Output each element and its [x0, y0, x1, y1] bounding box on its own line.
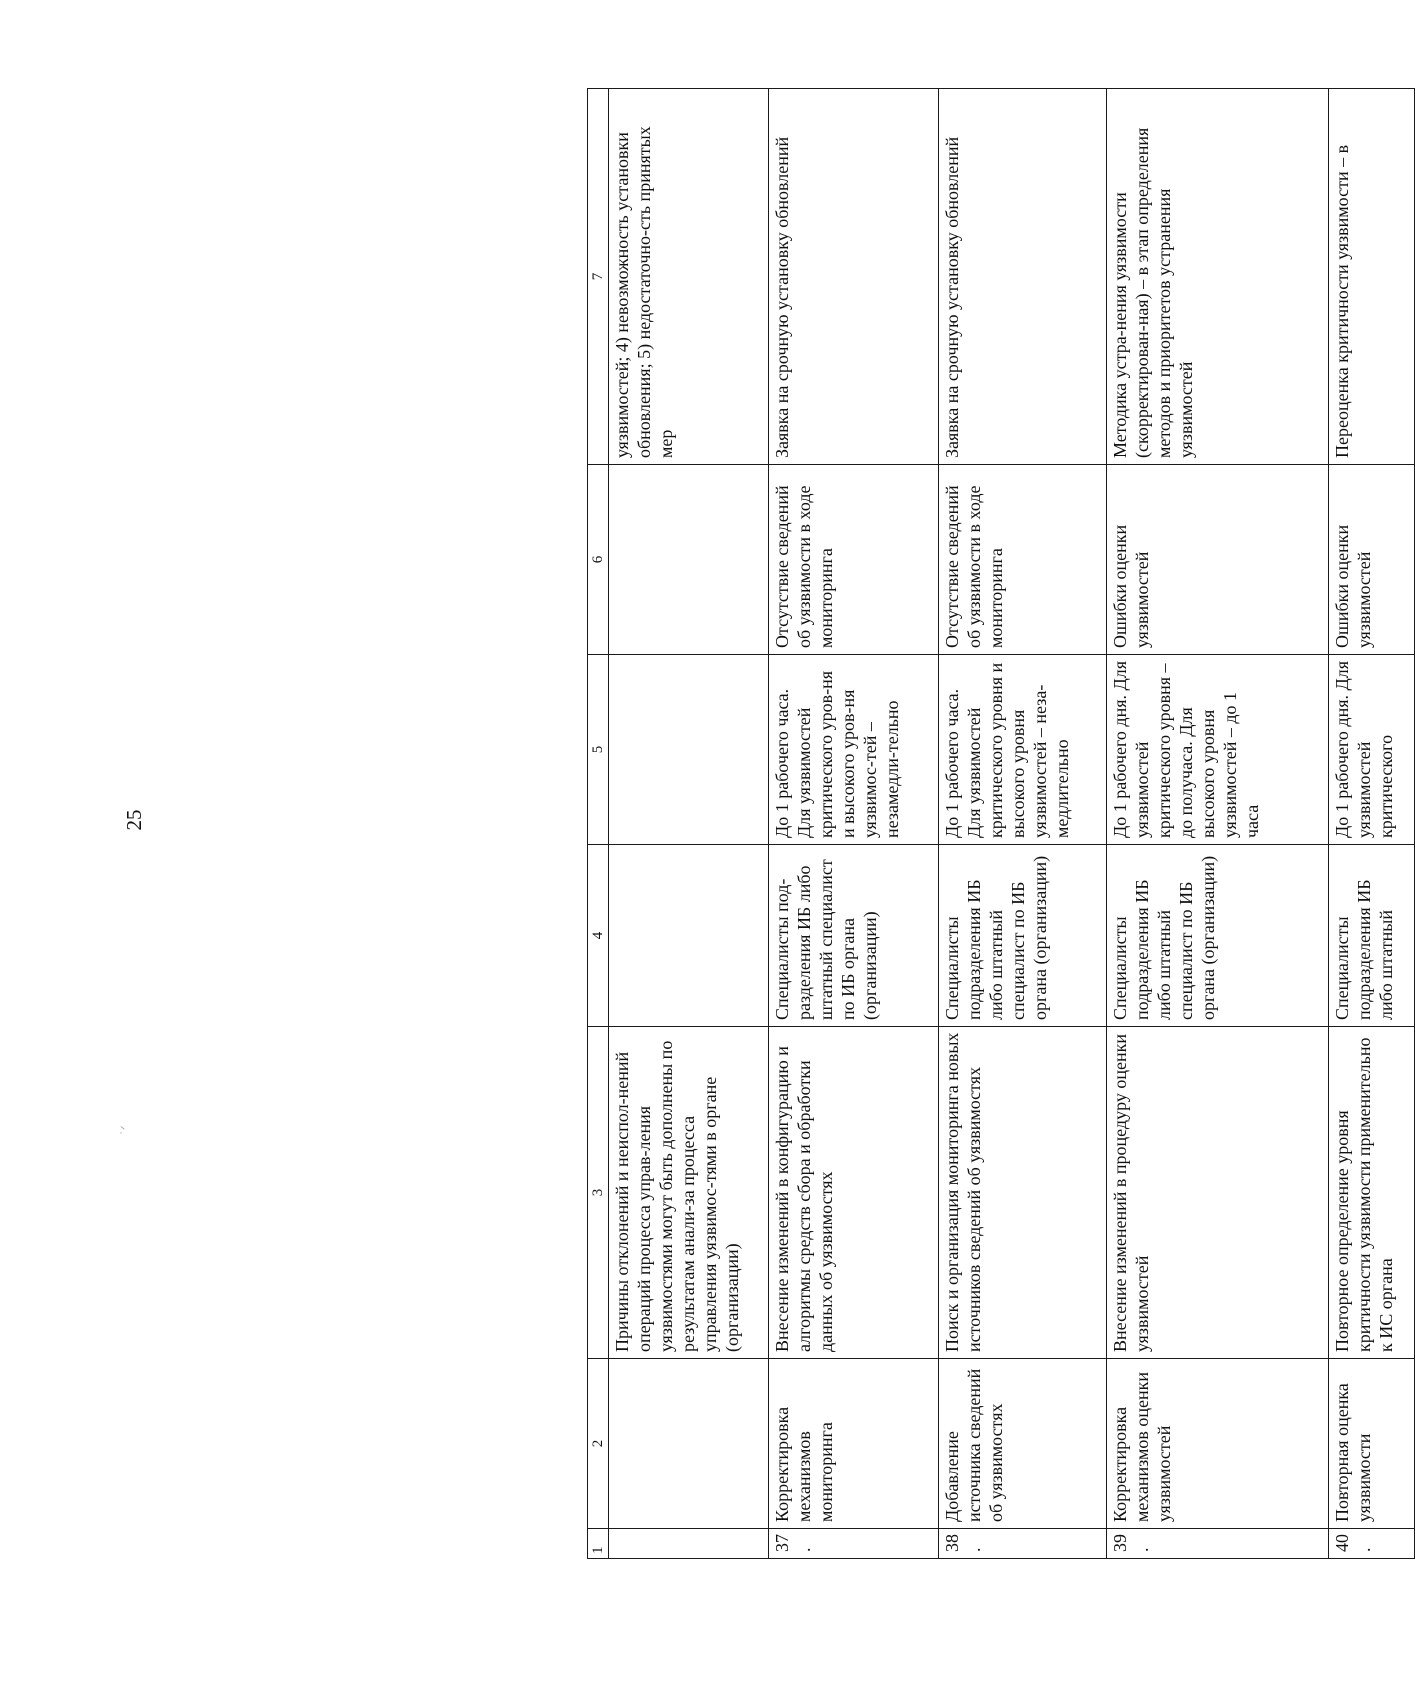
- row-number-cell: [609, 1529, 769, 1559]
- header-cell: 2: [588, 1359, 609, 1529]
- responsible-cell: Специалисты подразделения ИБ либо штатный специалист по ИБ органа (организации): [1107, 845, 1329, 1027]
- stage-cell: Добавление источника сведений об уязвимостях: [939, 1359, 1107, 1529]
- column-number-header: [588, 89, 609, 1559]
- scan-artifact: ˙ᐟ: [118, 1125, 132, 1136]
- responsible-cell: Специалисты подразделения ИБ либо штатный специалист по ИБ органа (организации): [939, 845, 1107, 1027]
- page-number: 25: [122, 809, 146, 831]
- deadline-cell: До 1 рабочего дня. Для уязвимостей критического уровня – до получаса. Для высокого уровня уязвимостей – до 1 часа: [1107, 655, 1329, 845]
- row-number-cell: 40.: [1329, 1529, 1415, 1559]
- deadline-cell: До 1 рабочего часа. Для уязвимостей критического уров-ня и высокого уров-ня уязвимос-тей – незамедли-тельно: [769, 655, 939, 845]
- responsible-cell: Специалисты подразделения ИБ либо штатный: [1329, 845, 1415, 1027]
- deadline-cell: До 1 рабочего часа. Для уязвимостей критического уровня и высокого уровня уязвимостей – неза-медлительно: [939, 655, 1107, 845]
- stage-cell: Корректировка механизмов оценки уязвимостей: [1107, 1359, 1329, 1529]
- header-cell: 5: [588, 655, 609, 845]
- header-cell: 6: [588, 465, 609, 655]
- rotated-table-container: [587, 89, 1413, 1559]
- description-cell: Причины отклонений и неиспол-нений операций процесса управ-ления уязвимостями могут быть дополнены по результатам анали-за процесса управления уязвимос-тями в органе (организации): [609, 1027, 769, 1359]
- output-cell: Методика устра-нения уязвимости (скорректирован-ная) – в этап определения методов и приоритетов устранения уязвимостей: [1107, 89, 1329, 465]
- row-number-cell: 39.: [1107, 1529, 1329, 1559]
- header-cell: 1: [588, 1529, 609, 1559]
- responsible-cell: Специалисты под-разделения ИБ либо штатный специалист по ИБ органа (организации): [769, 845, 939, 1027]
- output-cell: уязвимостей; 4) невозможность установки обновления; 5) недостаточно-сть принятых мер: [609, 89, 769, 465]
- description-cell: Повторное определение уровня критичности уязвимости применительно к ИС органа: [1329, 1027, 1415, 1359]
- table-row: [1329, 89, 1415, 1559]
- output-cell: Заявка на срочную установку обновлений: [769, 89, 939, 465]
- deadline-cell: До 1 рабочего дня. Для уязвимостей критического: [1329, 655, 1415, 845]
- table-row: [1107, 89, 1329, 1559]
- table-row: [769, 89, 939, 1559]
- header-cell: 3: [588, 1027, 609, 1359]
- description-cell: Поиск и организация мониторинга новых источников сведений об уязвимостях: [939, 1027, 1107, 1359]
- responsible-cell: [609, 845, 769, 1027]
- header-cell: 4: [588, 845, 609, 1027]
- row-number-cell: 37.: [769, 1529, 939, 1559]
- trigger-cell: [609, 465, 769, 655]
- stage-cell: [609, 1359, 769, 1529]
- output-cell: Заявка на срочную установку обновлений: [939, 89, 1107, 465]
- row-number-cell: 38.: [939, 1529, 1107, 1559]
- vulnerability-process-table: [587, 88, 1415, 1559]
- description-cell: Внесение изменений в конфигурацию и алгоритмы средств сбора и обработки данных об уязвимостях: [769, 1027, 939, 1359]
- stage-cell: Повторная оценка уязвимости: [1329, 1359, 1415, 1529]
- table-row: [939, 89, 1107, 1559]
- trigger-cell: Ошибки оценки уязвимостей: [1107, 465, 1329, 655]
- trigger-cell: Отсутствие сведений об уязвимости в ходе мониторинга: [769, 465, 939, 655]
- table-row-continued: [609, 89, 769, 1559]
- deadline-cell: [609, 655, 769, 845]
- trigger-cell: Ошибки оценки уязвимостей: [1329, 465, 1415, 655]
- trigger-cell: Отсутствие сведений об уязвимости в ходе мониторинга: [939, 465, 1107, 655]
- output-cell: Переоценка критичности уязвимости – в: [1329, 89, 1415, 465]
- header-cell: 7: [588, 89, 609, 465]
- description-cell: Внесение изменений в процедуру оценки уязвимостей: [1107, 1027, 1329, 1359]
- stage-cell: Корректировка механизмов мониторинга: [769, 1359, 939, 1529]
